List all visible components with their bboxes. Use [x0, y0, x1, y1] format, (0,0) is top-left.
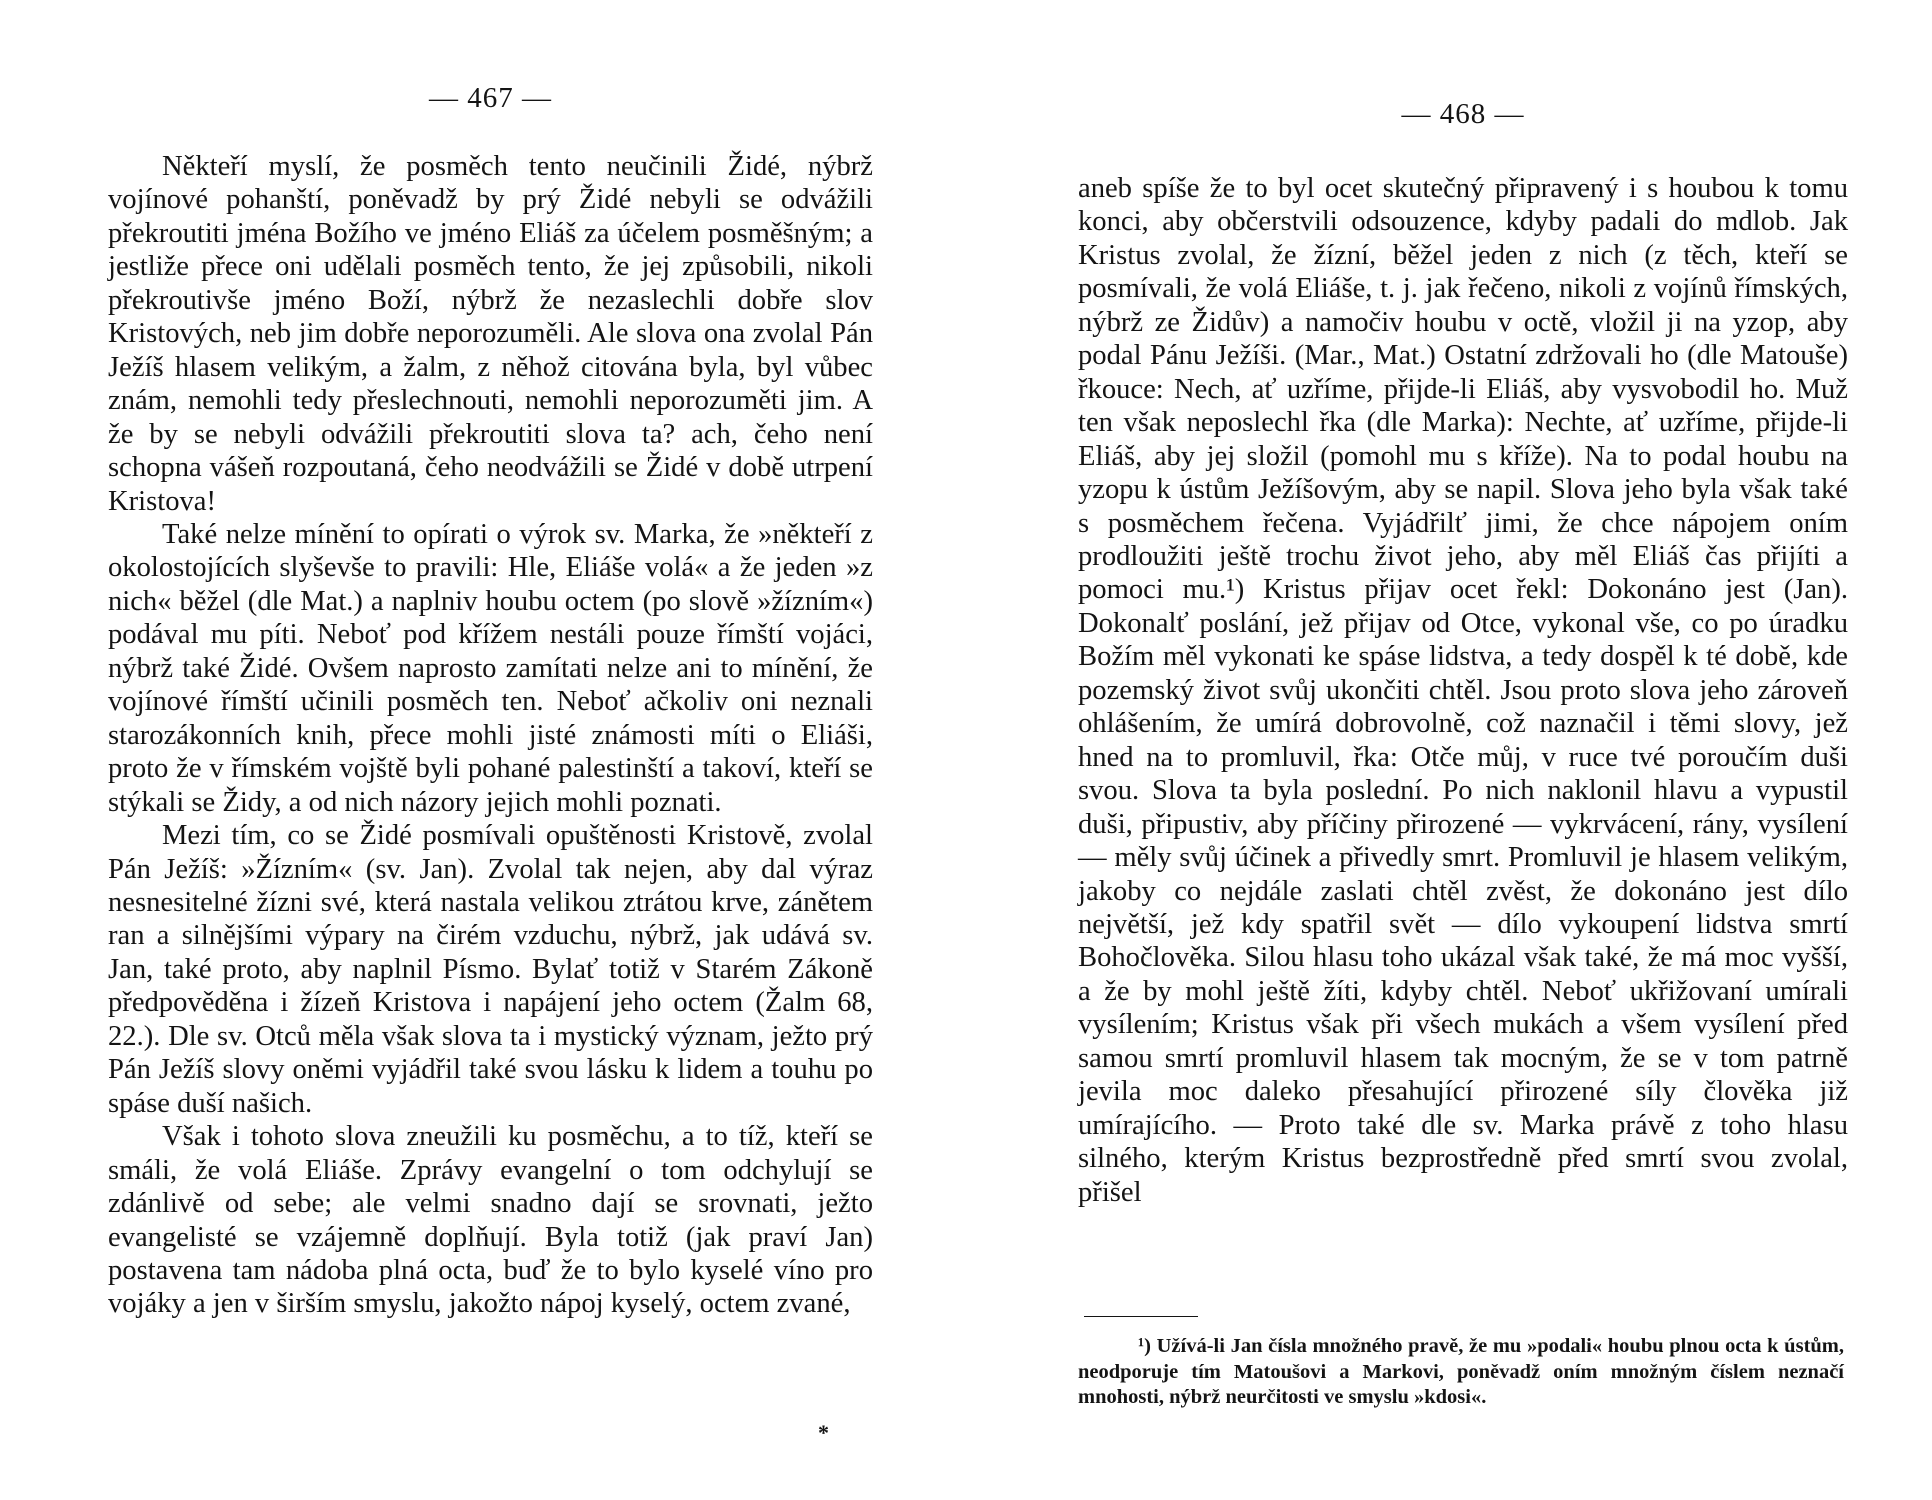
- paragraph: aneb spíše že to byl ocet skutečný připravený i s houbou k tomu konci, aby občerstvili odsouzence, kdyby padali do mdlob. Jak Kristus zvolal, že žízní, běžel jeden z nich (z těch, kteří se posmívali, že volá Eliáše, t. j. jak řečeno, nikoli z vojínů římských, nýbrž ze Židův) a namočiv houbu v octě, vložil ji na yzop, aby podal Pánu Ježíši. (Mar., Mat.) Ostatní zdržovali ho (dle Matouše) řkouce: Nech, ať uzříme, přijde-li Eliáš, aby vysvobodil ho. Muž ten však neposlechl řka (dle Marka): Nechte, ať uzříme, přijde-li Eliáš, aby jej složil (pomohl mu s kříže). Na to podal houbu na yzopu k ústům Ježíšovým, aby se napil. Slova jeho byla však také s posměchem řečena. Vyjádřilť jimi, že chce nápojem oním prodloužiti ještě trochu život jeho, aby měl Eliáš čas přijíti a pomoci mu.¹) Kristus přijav ocet řekl: Dokonáno jest (Jan). Dokonalť poslání, jež přijav od Otce, vykonal vše, co po úradku Božím měl vykonati ke spáse lidstva, a tedy dospěl k té době, kde pozemský život svůj ukončiti chtěl. Jsou proto slova jeho zároveň ohlášením, že umírá dobrovolně, což naznačil i těmi slovy, jež hned na to promluvil, řka: Otče můj, v ruce tvé poroučím duši svou. Slova ta byla poslední. Po nich naklonil hlavu a vypustil duši, připustiv, aby příčiny přirozené — vykrvácení, rány, vysílení — měly svůj účinek a přivedly smrt. Promluvil je hlasem velikým, jakoby co nejdále zaslati chtěl zvěst, že dokonáno jest dílo největší, jež kdy spatřil svět — dílo vykoupení lidstva smrtí Bohočlověka. Silou hlasu toho ukázal však také, že má moc vyšší, a že by mohl ještě žíti, kdyby chtěl. Neboť ukřižovaní umírali vysílením; Kristus však při všech mukách a všem vysílení před samou smrtí promluvil hlasem tak mocným, že se v tom patrně jevila moc daleko přesahující přirozené síly člověka již umírajícího. — Proto také dle sv. Marka právě z toho hlasu silného, kterým Kristus bezprostředně před smrtí svou zvolal, přišel: [1078, 173, 1848, 1208]
- signature-mark: *: [818, 1420, 829, 1445]
- paragraph: Však i tohoto slova zneužili ku posměchu, a to tíž, kteří se smáli, že volá Eliáše. Zprávy evangelní o tom odchylují se zdánlivě od sebe; ale velmi snadno dají se srovnati, ježto evangelisté se vzájemně doplňují. Byla totiž (jak praví Jan) postavena tam nádoba plná octa, buď že to bylo kyselé víno pro vojáky a jen v širším smyslu, jakožto nápoj kyselý, octem zvané,: [108, 1121, 873, 1320]
- footnote-text: ¹) Užívá-li Jan čísla množného pravě, že mu »podali« houbu plnou octa k ústům, neodporuje tím Matoušovi a Markovi, poněvadž oním množným číslem neznačí mnohosti, nýbrž neurčitosti ve smyslu »kdosi«.: [1078, 1335, 1844, 1408]
- page-number: — 468 —: [1401, 98, 1525, 130]
- left-page-text: [108, 150, 873, 1321]
- footnote-divider: [1084, 1316, 1198, 1317]
- footnote: [1078, 1334, 1844, 1411]
- right-page-text: [1078, 172, 1848, 1209]
- right-page: [1078, 0, 1848, 1500]
- left-page: [108, 0, 873, 1500]
- paragraph: Také nelze mínění to opírati o výrok sv. Marka, že »někteří z okolostojících slyševše to pravili: Hle, Eliáše volá« a že jeden »z nich« běžel (dle Mat.) a naplniv houbu octem (po slově »žízním«) podával mu píti. Neboť pod křížem nestáli pouze římští vojáci, nýbrž také Židé. Ovšem naprosto zamítati nelze ani to mínění, že vojínové římští učinili posměch ten. Neboť ačkoliv oni neznali starozákonních knih, přece mohli jisté známosti míti o Eliáši, proto že v římském vojště byli pohané palestinští a takoví, kteří se stýkali se Židy, a od nich názory jejich mohli poznati.: [108, 518, 873, 818]
- paragraph: Mezi tím, co se Židé posmívali opuštěnosti Kristově, zvolal Pán Ježíš: »Žízním« (sv. Jan). Zvolal tak nejen, aby dal výraz nesnesitelné žízni své, která nastala velikou ztrátou krve, zánětem ran a silnějšími výpary na čirém vzduchu, nýbrž, jak udává sv. Jan, také proto, aby naplnil Písmo. Bylať totiž v Starém Zákoně předpověděna i žízeň Kristova i napájení jeho octem (Žalm 68, 22.). Dle sv. Otců měla však slova ta i mystický význam, ježto prý Pán Ježíš slovy oněmi vyjádřil také svou lásku k lidem a touhu po spáse duší našich.: [108, 820, 873, 1119]
- paragraph: Někteří myslí, že posměch tento neučinili Židé, nýbrž vojínové pohanští, poněvadž by prý Židé nebyli se odvážili překroutiti jména Božího ve jméno Eliáš za účelem posměšným; a jestliže přece oni udělali posměch tento, že jej způsobili, nikoli překroutivše jméno Boží, nýbrž že nezaslechli dobře slov Kristových, neb jim dobře neporozuměli. Ale slova ona zvolal Pán Ježíš hlasem velikým, a žalm, z něhož citována byla, byl vůbec znám, nemohli tedy přeslechnouti, nemohli neporozuměti jim. A že by se nebyli odvážili překroutiti slova ta? ach, čeho není schopna vášeň rozpoutaná, čeho neodvážili se Židé v době utrpení Kristova!: [108, 151, 873, 517]
- page-number: — 467 —: [429, 82, 552, 114]
